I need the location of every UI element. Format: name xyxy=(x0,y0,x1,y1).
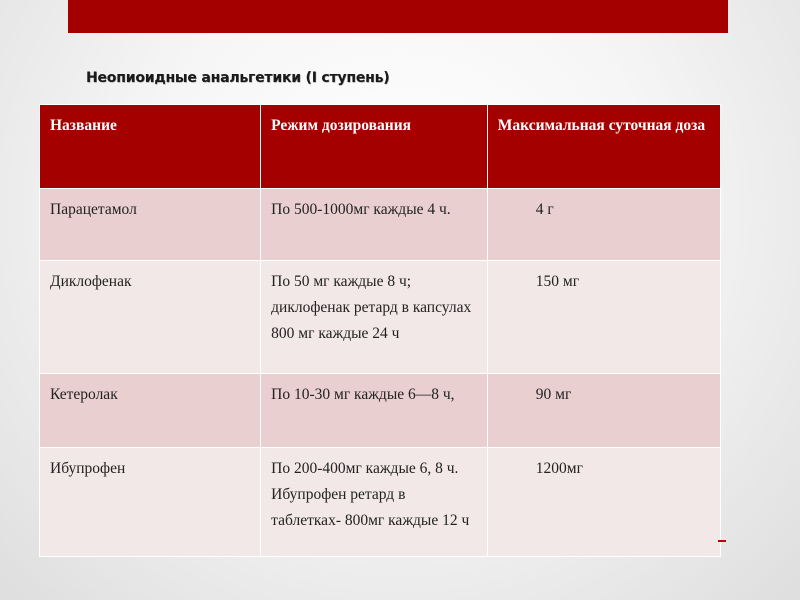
table-header-row xyxy=(40,105,721,189)
drug-name: Ибупрофен xyxy=(40,448,261,557)
max-daily-dose: 150 мг xyxy=(487,261,720,374)
max-daily-dose: 1200мг xyxy=(487,448,720,557)
page-title: Неопиоидные анальгетики (I ступень) xyxy=(86,70,390,86)
table-row xyxy=(40,448,721,557)
table-row xyxy=(40,261,721,374)
drug-name: Парацетамол xyxy=(40,189,261,261)
header-regimen: Режим дозирования xyxy=(261,105,488,189)
accent-dash xyxy=(718,540,726,542)
table-row xyxy=(40,189,721,261)
dosing-regimen: По 10-30 мг каждые 6—8 ч, xyxy=(261,374,488,448)
header-name: Название xyxy=(40,105,261,189)
dosing-regimen: По 500-1000мг каждые 4 ч. xyxy=(261,189,488,261)
title-banner xyxy=(68,0,728,33)
drug-name: Диклофенак xyxy=(40,261,261,374)
dosing-regimen: По 200-400мг каждые 6, 8 ч. Ибупрофен ретард в таблетках- 800мг каждые 12 ч xyxy=(261,448,488,557)
drug-name: Кетеролак xyxy=(40,374,261,448)
table-row xyxy=(40,374,721,448)
dosing-regimen: По 50 мг каждые 8 ч; диклофенак ретард в капсулах 800 мг каждые 24 ч xyxy=(261,261,488,374)
max-daily-dose: 4 г xyxy=(487,189,720,261)
max-daily-dose: 90 мг xyxy=(487,374,720,448)
header-max-dose: Максимальная суточная доза xyxy=(487,105,720,189)
analgesics-table xyxy=(39,104,721,557)
